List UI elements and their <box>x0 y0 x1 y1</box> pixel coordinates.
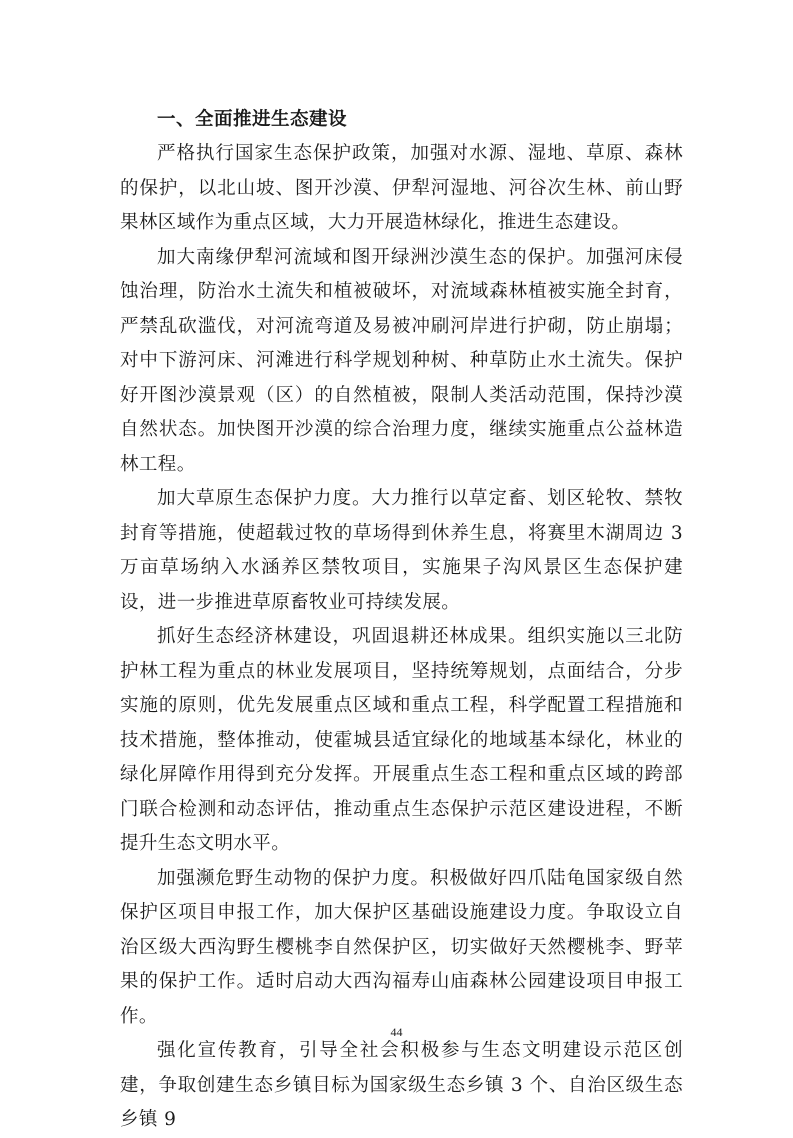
paragraph-publicity-education: 强化宣传教育，引导全社会积极参与生态文明建设示范区创建，争取创建生态乡镇目标为国家级生态乡镇 3 个、自治区级生态乡镇 9 <box>120 1040 683 1130</box>
page-number: 44 <box>390 1025 403 1039</box>
document-body <box>120 103 683 1138</box>
paragraph-water-wetland-protection: 严格执行国家生态保护政策，加强对水源、湿地、草原、森林的保护，以北山坡、图开沙漠、伊犁河湿地、河谷次生林、前山野果林区域作为重点区域，大力开展造林绿化，推进生态建设。 <box>120 143 683 233</box>
paragraph-wildlife-protection: 加强濒危野生动物的保护力度。积极做好四爪陆龟国家级自然保护区项目申报工作，加大保护区基础设施建设力度。争取设立自治区级大西沟野生樱桃李自然保护区，切实做好天然樱桃李、野苹果的保护工作。适时启动大西沟福寿山庙森林公园建设项目申报工作。 <box>120 867 683 1027</box>
paragraph-ecological-forest: 抓好生态经济林建设，巩固退耕还林成果。组织实施以三北防护林工程为重点的林业发展项目，坚持统筹规划，点面结合，分步实施的原则，优先发展重点区域和重点工程，科学配置工程措施和技术措施，整体推动，使霍城县适宜绿化的地域基本绿化，林业的绿化屏障作用得到充分发挥。开展重点生态工程和重点区域的跨部门联合检测和动态评估，推动重点生态保护示范区建设进程，不断提升生态文明水平。 <box>120 626 683 854</box>
paragraph-grassland-protection: 加大草原生态保护力度。大力推行以草定畜、划区轮牧、禁牧封育等措施，使超载过牧的草场得到休养生息，将赛里木湖周边 3 万亩草场纳入水涵养区禁牧项目，实施果子沟风景区生态保护建设，进一步推进草原畜牧业可持续发展。 <box>120 488 683 613</box>
paragraph-ili-river-desert: 加大南缘伊犁河流域和图开绿洲沙漠生态的保护。加强河床侵蚀治理，防治水土流失和植被破坏，对流域森林植被实施全封育，严禁乱砍滥伐，对河流弯道及易被冲刷河岸进行护砌，防止崩塌；对中下游河床、河滩进行科学规划种树、种草防止水土流失。保护好开图沙漠景观（区）的自然植被，限制人类活动范围，保持沙漠自然状态。加快图开沙漠的综合治理力度，继续实施重点公益林造林工程。 <box>120 246 683 475</box>
section-heading: 一、全面推进生态建设 <box>157 109 348 130</box>
